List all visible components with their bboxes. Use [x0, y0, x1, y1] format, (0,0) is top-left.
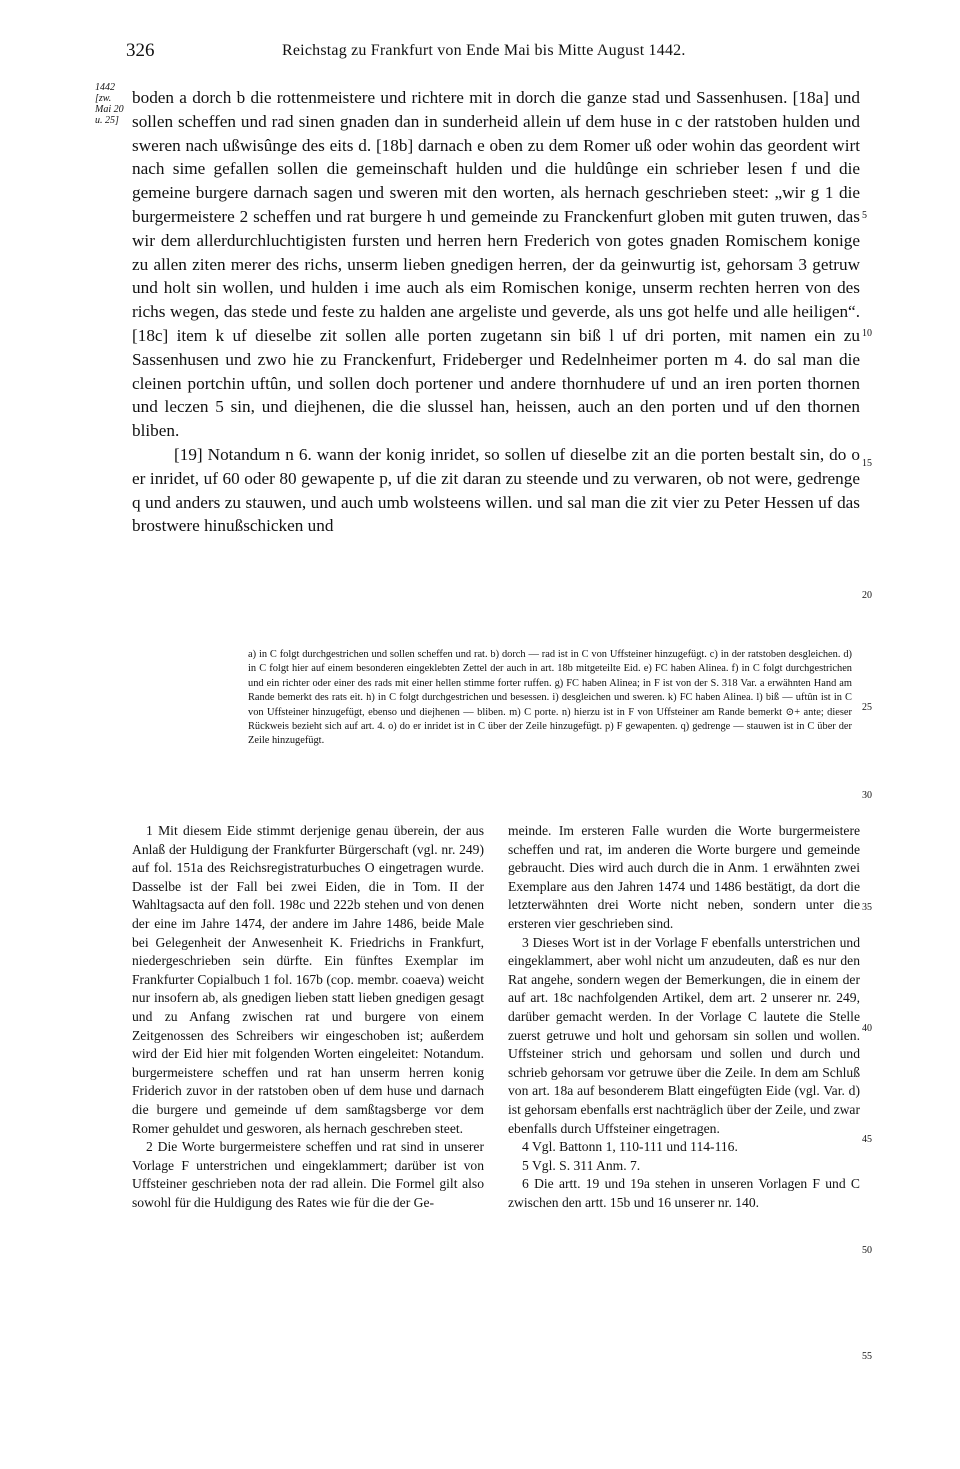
main-paragraph: [19] Notandum n 6. wann der konig inridet, so sollen uf dieselbe zit an die porten bestalt sin, do o er inridet, uf 60 oder 80 gewapente p, uf die zit daran zu steende und zu verwaren, ob not were, gedrenge q und anders zu stauwen, und auch umb wolsteens willen. und sal man die zit vier zu Peter Hessen uf das brostwere hinußschicken und [132, 444, 860, 536]
footnotes-right-column [508, 822, 860, 1212]
line-number: 20 [862, 590, 872, 601]
main-paragraph: boden a dorch b die rottenmeistere und richtere mit in dorch die ganze stad und Sassenhusen. [18a] und sollen scheffen und rad sinen gnaden dan in sunderheid allein uf dem huse in c der ratstoben hulden und sweren nach ußwisûnge des eits d. [18b] darnach e oben zu dem Romer uß oder wohin das geordent wirt nach sime gefallen sollen die gemeinschaft hulden und die huldûnge ein schrieber lesen f und die gemeine burgere darnach sagen und sweren mit den worten, als hernach geschrieben steet: „wir g 1 die burgermeistere 2 scheffen und rat burgere h und gemeinde zu Franckenfurt globen mit guten truwen, das wir dem allerdurchluchtigisten fursten und herren hern Frederich von gotes gnaden Romischem konige zu allen ziten merer des richs, unserm lieben gnedigen herren, der da geinwurtig ist, gehorsam 3 getruw und holt sin wollen, und hulden i ime auch als eim Romischen konige, unserm rechten herren von des richs wegen, das stede und feste zu halden ane argeliste und geverde, als uns got helfe und alle heiligen“. [18c] item k uf dieselbe zit sollen alle porten zugetann sin biß l uf dri porten, mit namen ein zu Sassenhusen und zwo hie zu Franckenfurt, Frideberger und Redelnheimer porten m 4. do sal man die cleinen portchin uftûn, und sollen doch portener und andere thornhudere uf und an iren porten thornen und leczen 5 sin, und diejhenen, die die slussel han, heissen, auch an den porten und uf den thornen bliben. [132, 88, 860, 441]
line-number: 35 [862, 902, 872, 913]
margin-date: 1442 [zw. Mai 20 u. 25] [95, 82, 124, 126]
footnote: 3 Dieses Wort ist in der Vorlage F ebenfalls unterstrichen und eingeklammert, aber wohl nicht um anzudeuten, daß es nur den Rat angehe, sondern wegen der Bemerkungen, die in einem der auf art. 18c nachfolgenden Artikel, dem art. 2 unserer nr. 249, darüber gemacht werden. In der Vorlage C lautete die Stelle zuerst getruwe und holt und gehorsam sin sollen und wollen. Uffsteiner strich und gehorsam und sollen und durch und schrieb gehorsam vor getruwe über die Zeile. In dem am Schluß von art. 18a auf besonderem Blatt eingefügten Eide (vgl. Var. d) ist gehorsam ebenfalls erst nachträglich über der Zeile, und zwar ebenfalls durch Uffsteiner eingetragen. [508, 934, 860, 1136]
line-number: 30 [862, 790, 872, 801]
line-number: 5 [862, 210, 867, 221]
line-number: 15 [862, 458, 872, 469]
footnote: 5 Vgl. S. 311 Anm. 7. [522, 1157, 641, 1173]
running-head: Reichstag zu Frankfurt von Ende Mai bis Mitte August 1442. [282, 42, 686, 59]
line-number: 55 [862, 1351, 872, 1362]
footnote-continuation: meinde. Im ersteren Falle wurden die Worte burgermeistere scheffen und rat, im anderen die Worte burgere und gemeinde gebraucht. Dies wird auch durch die in Anm. 1 erwähnten zwei Exemplare aus den Jahren 1474 und 1486 bestätigt, da dort die letzterwähnten drei Worte nicht neben, sondern unter die ersteren vier geschrieben sind. [508, 823, 860, 931]
line-number: 45 [862, 1134, 872, 1145]
line-number: 25 [862, 702, 872, 713]
footnotes-left-column [132, 822, 484, 1212]
line-number: 10 [862, 328, 872, 339]
footnote: 1 Mit diesem Eide stimmt derjenige genau überein, der aus Anlaß der Huldigung der Frankfurter Bürgerschaft (vgl. nr. 249) auf fol. 151a des Reichsregistraturbuches O eingetragen wurde. Dasselbe ist der Fall bei zwei Eiden, die in Tom. II der Wahltagsacta auf den foll. 198c und 222b stehen und von denen der eine im Jahre 1474, der andere im Jahre 1486, beide Male bei Gelegenheit der Anwesenheit K. Friedrichs in Frankfurt, niedergeschrieben sein dürfte. Ein fünftes Exemplar im Frankfurter Copialbuch 1 fol. 167b (cop. membr. coaeva) weicht nur insofern ab, als gnedigen lieben statt lieben gnedigen gesagt und zu Anfang zwischen rat und burgere von einem Zeitgenossen des Schreibers wir eingeschoben ist; außerdem wird der Eid hier mit folgenden Worten eingeleitet: Notandum. burgermeistere scheffen und rat han unserm herren konig Friderich zuvor in der ratstoben oben uf dem huse und darnach die burgere und gemeinde uf dem samßtagsberge vor dem Romer gehuldet und gesworen, als hernach geschreben steet. [132, 823, 484, 1136]
critical-apparatus: a) in C folgt durchgestrichen und sollen scheffen und rat. b) dorch — rad ist in C von Uffsteiner hinzugefügt. c) in der ratstoben desgleichen. d) in C folgt hier auf einem besonderen eingeklebten Zettel der auch in art. 18b mitgeteilte Eid. e) FC haben Alinea. f) in C folgt durchgestrichen und ein richter oder einer des rads mit einer hellen stimme forter ruffen. g) FC haben Alinea; in F ist von der S. 318 Var. a erwähnten Hand am Rande bemerkt des rats eit. h) in C folgt durchgestrichen und besessen. i) desgleichen und sweren. k) FC haben Alinea. l) biß — uftûn ist in C von Uffsteiner hinzugefügt, ebenso und diejhenen — bliben. m) C porte. n) hierzu ist in F von Uffsteiner am Rande bemerkt ⊙+ ante; dieser Rückweis bezieht sich auf art. 4. o) do er inridet ist in C über der Zeile hinzugefügt. p) F gewapenten. q) gedrenge — stauwen ist in C über der Zeile hinzugefügt. [248, 649, 852, 747]
footnote: 4 Vgl. Battonn 1, 110-111 und 114-116. [522, 1139, 738, 1155]
page-number: 326 [126, 40, 155, 61]
footnote: 2 Die Worte burgermeistere scheffen und rat sind in unserer Vorlage F unterstrichen und eingeklammert; darüber ist von Uffsteiner geschrieben nota der rad allein. Die Formel gilt also sowohl für die Huldigung des Rates wie für die der Ge- [132, 1139, 484, 1210]
main-text [132, 86, 860, 538]
footnote: 6 Die artt. 19 und 19a stehen in unseren Vorlagen F und C zwischen den artt. 15b und 16 unserer nr. 140. [508, 1176, 860, 1210]
line-number: 40 [862, 1023, 872, 1034]
line-number: 50 [862, 1245, 872, 1256]
